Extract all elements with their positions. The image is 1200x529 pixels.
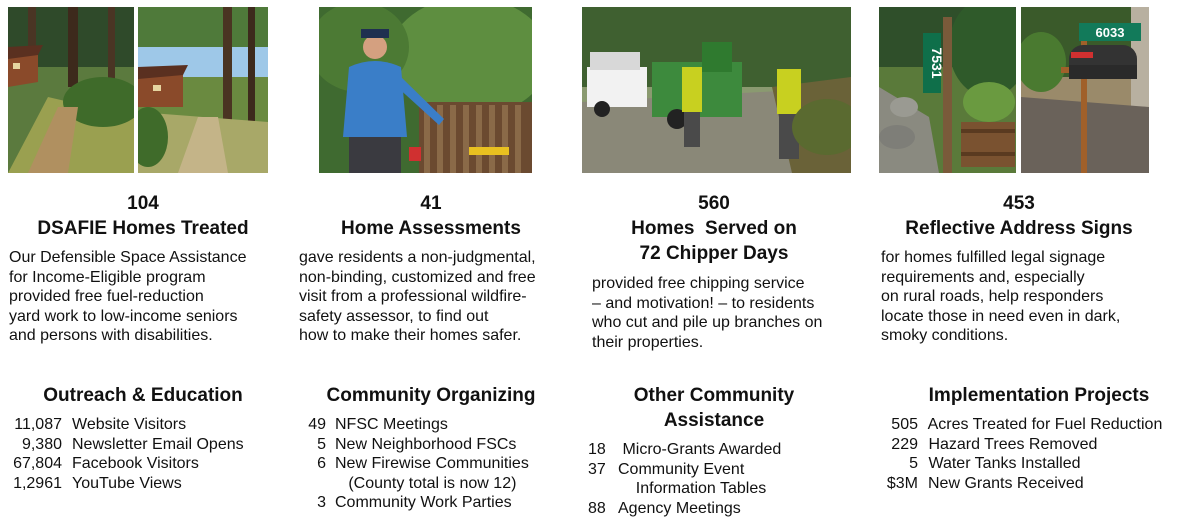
item-label: YouTube Views: [72, 474, 182, 492]
description-home-assessments: [299, 248, 536, 346]
description-line: and persons with disabilities.: [9, 327, 213, 344]
photo-address-post: [879, 7, 1016, 173]
item-value: 5: [317, 435, 326, 453]
description-line: gave residents a non-judgmental,: [299, 249, 536, 266]
stat-title: DSAFIE Homes Treated: [37, 218, 249, 239]
section-title-other-assistance: [588, 383, 840, 433]
list-item: [884, 435, 1162, 455]
item-value: 505: [891, 416, 918, 433]
description-line: non-binding, customized and free: [299, 268, 536, 286]
description-dsafie: [9, 248, 246, 346]
section-title-line: Assistance: [663, 410, 765, 431]
description-line: how to make their homes safer.: [299, 327, 522, 344]
stat-chipper-days: [588, 191, 840, 266]
item-value: 49: [308, 416, 326, 433]
description-line: requirements and, especially: [881, 268, 1085, 286]
list-item: [884, 454, 1162, 474]
item-label: Micro-Grants Awarded: [618, 441, 782, 458]
section-title-line: Outreach & Education: [43, 385, 243, 406]
section-title-line: Implementation Projects: [928, 385, 1150, 406]
photo-home-assessment: [319, 7, 532, 173]
item-label: Agency Meetings: [618, 499, 741, 517]
item-value: 9,380: [21, 435, 62, 453]
list-implementation: [884, 415, 1162, 493]
item-value: 1,2961: [13, 474, 62, 492]
item-value: 229: [891, 435, 918, 453]
stat-dsafie: [10, 191, 276, 241]
description-line: who cut and pile up branches on: [592, 314, 823, 331]
item-label: Water Tanks Installed: [924, 455, 1081, 473]
list-item: [588, 499, 781, 519]
description-line: yard work to low-income seniors: [9, 307, 238, 325]
stat-title: Home Assessments: [341, 218, 521, 239]
item-value: $3M: [886, 474, 918, 492]
description-line: their properties.: [592, 333, 704, 351]
item-value: [588, 479, 608, 499]
description-line: Our Defensible Space Assistance: [9, 249, 247, 266]
section-title-organizing: [300, 383, 562, 408]
stat-title: Reflective Address Signs: [905, 218, 1133, 239]
photo-chipper-day: [582, 7, 851, 173]
item-value: 37: [588, 460, 606, 478]
photo-mailbox-sign: [1021, 7, 1149, 173]
list-item: [588, 460, 781, 480]
list-organizing: [306, 415, 529, 513]
stat-number: 104: [127, 193, 159, 214]
list-item: [306, 493, 529, 513]
item-label: New Neighborhood FSCs: [335, 435, 517, 453]
section-title-outreach: [10, 383, 276, 408]
item-label: Acres Treated for Fuel Reduction: [924, 416, 1163, 433]
description-line: visit from a professional wildfire-: [299, 288, 527, 305]
item-value: 88: [588, 499, 606, 517]
list-item: [306, 435, 529, 455]
item-value: 18: [588, 441, 606, 458]
list-item: [884, 474, 1162, 494]
photo-yard-after: [138, 7, 268, 173]
item-label: Newsletter Email Opens: [72, 435, 244, 453]
item-value: 11,087: [14, 416, 62, 433]
description-address-signs: [881, 248, 1120, 346]
description-line: for homes fulfilled legal signage: [881, 249, 1106, 266]
mailbox-address-number: 6033: [1095, 25, 1125, 40]
description-line: provided free fuel-reduction: [9, 288, 204, 305]
stat-home-assessments: [300, 191, 562, 241]
list-other-assistance: [588, 440, 781, 518]
item-label: Facebook Visitors: [72, 455, 199, 473]
list-item: [588, 479, 781, 499]
list-outreach: [10, 415, 244, 493]
list-item: [588, 440, 781, 460]
list-item: [306, 415, 529, 435]
stat-title: 72 Chipper Days: [639, 243, 789, 264]
item-value: 5: [909, 455, 918, 473]
description-line: – and motivation! – to residents: [592, 294, 815, 312]
description-line: smoky conditions.: [881, 327, 1009, 344]
list-item: [10, 454, 244, 474]
list-item: [10, 415, 244, 435]
item-label: Community Event: [618, 460, 745, 478]
item-label: New Grants Received: [928, 474, 1084, 492]
item-label: Information Tables: [618, 480, 767, 498]
stat-address-signs: [884, 191, 1154, 241]
photo-yard-before: [8, 7, 134, 173]
post-address-number: 7531: [929, 47, 945, 79]
item-label: NFSC Meetings: [335, 416, 448, 433]
list-item: [306, 454, 529, 474]
section-title-implementation: [884, 383, 1194, 408]
stat-number: 560: [698, 193, 730, 214]
item-label: (County total is now 12): [335, 474, 517, 492]
item-value: [306, 474, 326, 494]
item-label: Hazard Trees Removed: [924, 435, 1098, 453]
stat-number: 41: [420, 193, 442, 214]
stat-number: 453: [1003, 193, 1035, 214]
item-value: 3: [317, 494, 326, 512]
list-item: [306, 474, 529, 494]
description-chipper-days: [592, 274, 822, 352]
section-title-line: Community Organizing: [326, 385, 536, 406]
list-item: [884, 415, 1162, 435]
item-label: Community Work Parties: [335, 494, 512, 512]
description-line: safety assessor, to find out: [299, 307, 489, 325]
description-line: locate those in need even in dark,: [881, 307, 1121, 325]
item-label: New Firewise Communities: [335, 455, 529, 473]
item-value: 6: [317, 455, 326, 473]
description-line: provided free chipping service: [592, 275, 805, 292]
list-item: [10, 435, 244, 455]
list-item: [10, 474, 244, 494]
stat-title: Homes Served on: [631, 218, 797, 239]
item-value: 67,804: [13, 455, 62, 473]
description-line: for Income-Eligible program: [9, 268, 206, 286]
item-label: Website Visitors: [72, 416, 187, 433]
section-title-line: Other Community: [633, 385, 795, 406]
description-line: on rural roads, help responders: [881, 288, 1104, 305]
